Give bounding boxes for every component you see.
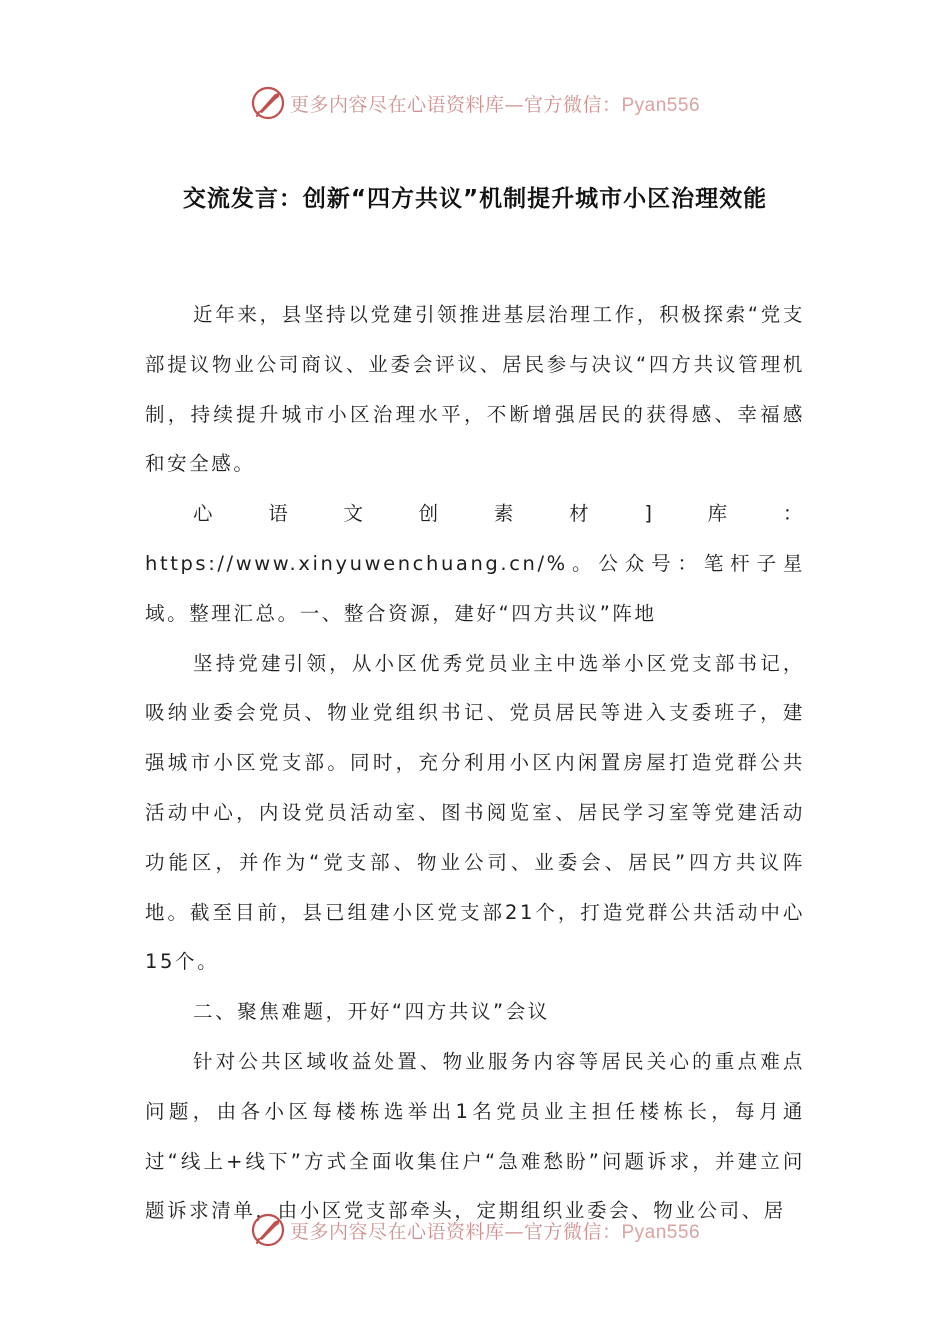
watermark-text xyxy=(290,90,700,117)
watermark-group xyxy=(250,1212,700,1248)
footer-watermark xyxy=(0,1210,950,1250)
watermark-label: 更多内容尽在心语资料库—官方微信： xyxy=(289,1220,622,1243)
document-body xyxy=(145,290,805,1236)
quill-pen-logo-icon xyxy=(250,1212,286,1248)
watermark-text xyxy=(290,1217,700,1244)
quill-pen-logo-icon xyxy=(250,85,286,121)
document-title: 交流发言：创新“四方共议”机制提升城市小区治理效能 xyxy=(182,186,768,212)
watermark-label: 更多内容尽在心语资料库—官方微信： xyxy=(289,93,622,116)
watermark-group xyxy=(250,85,700,121)
section-heading: 二、聚焦难题，开好“四方共议”会议 xyxy=(193,1000,550,1024)
paragraph: 近年来，县坚持以党建引领推进基层治理工作，积极探索“党支部提议物业公司商议、业委会评议、居民参与决议“四方共议管理机制，持续提升城市小区治理水平，不断增强居民的获得感、幸福感和安全感。 xyxy=(145,303,805,476)
paragraph: 坚持党建引领，从小区优秀党员业主中选举小区党支部书记，吸纳业委会党员、物业党组织书记、党员居民等进入支委班子，建强城市小区党支部。同时，充分利用小区内闲置房屋打造党群公共活动中心，内设党员活动室、图书阅览室、居民学习室等党建活动功能区，并作为“党支部、物业公司、业委会、居民”四方共议阵地。截至目前，县已组建小区党支部21个，打造党群公共活动中心15个。 xyxy=(145,651,805,974)
watermark-wechat-id: Pyan556 xyxy=(621,94,701,116)
paragraph: 针对公共区域收益处置、物业服务内容等居民关心的重点难点问题，由各小区每楼栋选举出1名党员业主担任楼栋长，每月通过“线上+线下”方式全面收集住户“急难愁盼”问题诉求，并建立问题诉求清单，由小区党支部牵头，定期组织业委会、物业公司、居 xyxy=(145,1049,805,1223)
watermark-wechat-id: Pyan556 xyxy=(621,1221,701,1243)
header-watermark xyxy=(0,83,950,123)
paragraph: 心语文创素材]库：https://www.xinyuwenchuang.cn/%。公众号：笔杆子星域。整理汇总。一、整合资源，建好“四方共议”阵地 xyxy=(145,502,805,625)
